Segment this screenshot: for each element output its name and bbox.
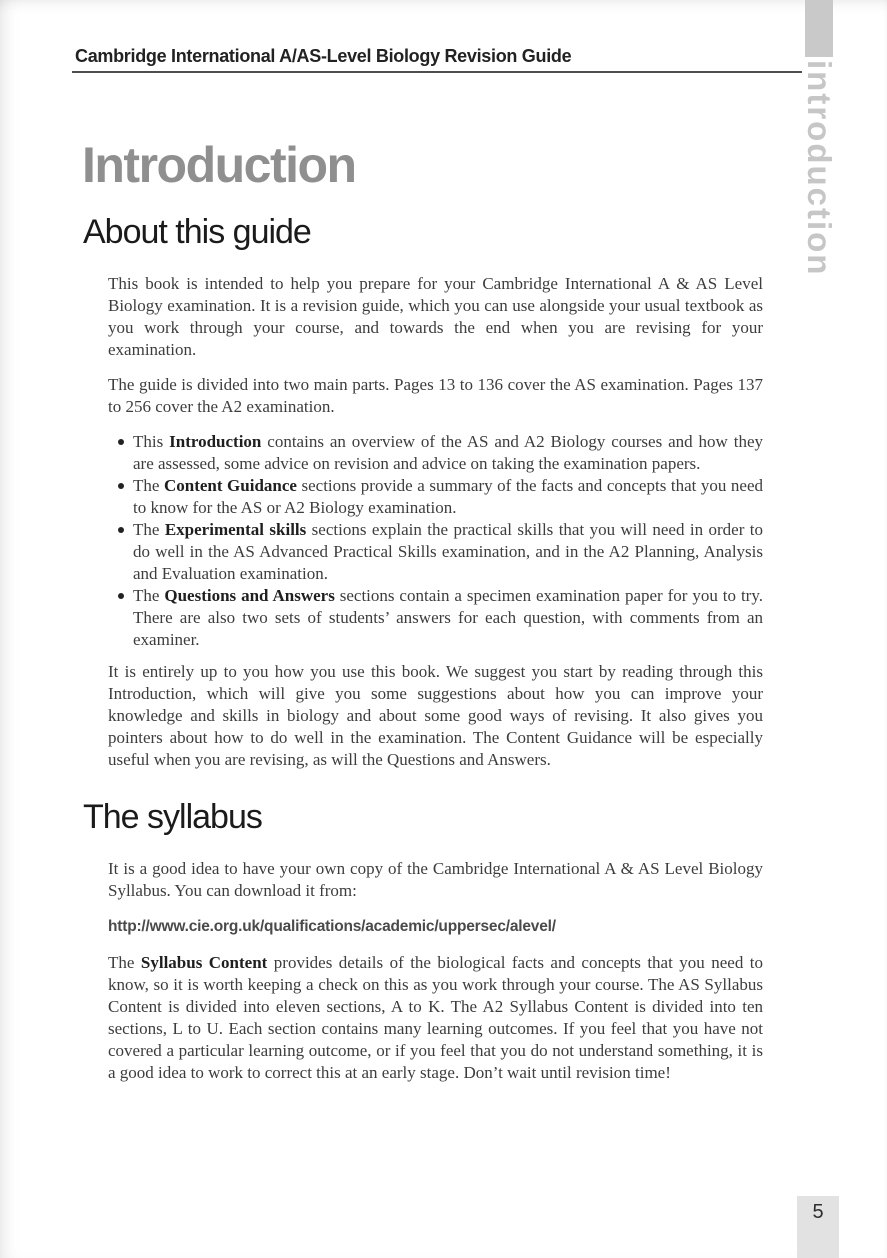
list-item (108, 475, 763, 519)
text-run: sections contain a specimen examination paper for you to try. There are also two sets of students’ answers for each question, with comments from an examiner. (133, 585, 763, 649)
text-run: sections explain the practical skills that you will need in order to do well in the AS Advanced Practical Skills examination, and in the A2 Planning, Analysis and Evaluation examination. (133, 519, 763, 583)
list-item (108, 431, 763, 475)
text-run: provides details of the biological facts and concepts that you need to know, so it is worth keeping a check on this as you work through your course. The AS Syllabus Content is divided into eleven sections, A to K. The A2 Syllabus Content is divided into ten sections, L to U. Each section contains many learning outcomes. If you feel that you have not covered a particular learning outcome, or if you feel that you do not understand something, it is a good idea to work to correct this at an early stage. Don’t wait until revision time! (108, 952, 763, 1082)
text-run: This (133, 431, 170, 451)
chapter-title: Introduction (82, 137, 356, 193)
paragraph (108, 661, 763, 771)
text-run: The (108, 952, 141, 972)
running-head: Cambridge International A/AS-Level Biology Revision Guide (75, 46, 572, 66)
page-number: 5 (812, 1201, 824, 1223)
chapter-tab-label: introduction (801, 60, 838, 277)
list-item (108, 519, 763, 585)
paragraph (108, 273, 763, 361)
text-run: The (133, 475, 164, 495)
bold-text: Questions and Answers (164, 585, 335, 605)
paragraph (108, 858, 763, 902)
running-head-rule (72, 71, 802, 73)
syllabus-url: http://www.cie.org.uk/qualifications/academic/uppersec/alevel/ (108, 917, 556, 935)
section-heading: About this guide (83, 213, 311, 251)
section-heading: The syllabus (83, 797, 262, 836)
text-run: This book is intended to help you prepare for your Cambridge International A & AS Level Biology examination. It is a revision guide, which you can use alongside your usual textbook as you work through your course, and towards the end when you are revising for your examination. (108, 273, 763, 359)
chapter-tab-block (805, 0, 833, 57)
page-number-box (797, 1196, 839, 1258)
text-run: sections provide a summary of the facts and concepts that you need to know for the AS or A2 Biology examination. (133, 475, 763, 517)
text-run: The (133, 519, 165, 539)
page-content (83, 212, 763, 1097)
text-run: It is entirely up to you how you use this book. We suggest you start by reading through this Introduction, which will give you some suggestions about how you can improve your knowledge and skills in biology and about some good ways of revising. It also gives you pointers about how to do well in the examination. The Content Guidance will be especially useful when you are revising, as will the Questions and Answers. (108, 661, 763, 769)
bold-text: Introduction (169, 431, 262, 451)
bold-text: Experimental skills (164, 519, 307, 539)
text-run: contains an overview of the AS and A2 Biology courses and how they are assessed, some advice on revision and advice on taking the examination papers. (133, 431, 763, 473)
list-item (108, 585, 763, 651)
bullet-list (108, 431, 763, 651)
paragraph (108, 952, 763, 1084)
paragraph (108, 374, 763, 418)
text-run: The guide is divided into two main parts. Pages 13 to 136 cover the AS examination. Pages 137 to 256 cover the A2 examination. (108, 374, 763, 416)
text-run: The (133, 585, 165, 605)
bold-text: Syllabus Content (140, 952, 268, 972)
text-run: It is a good idea to have your own copy of the Cambridge International A & AS Level Biology Syllabus. You can download it from: (108, 858, 763, 900)
bold-text: Content Guidance (163, 475, 297, 495)
